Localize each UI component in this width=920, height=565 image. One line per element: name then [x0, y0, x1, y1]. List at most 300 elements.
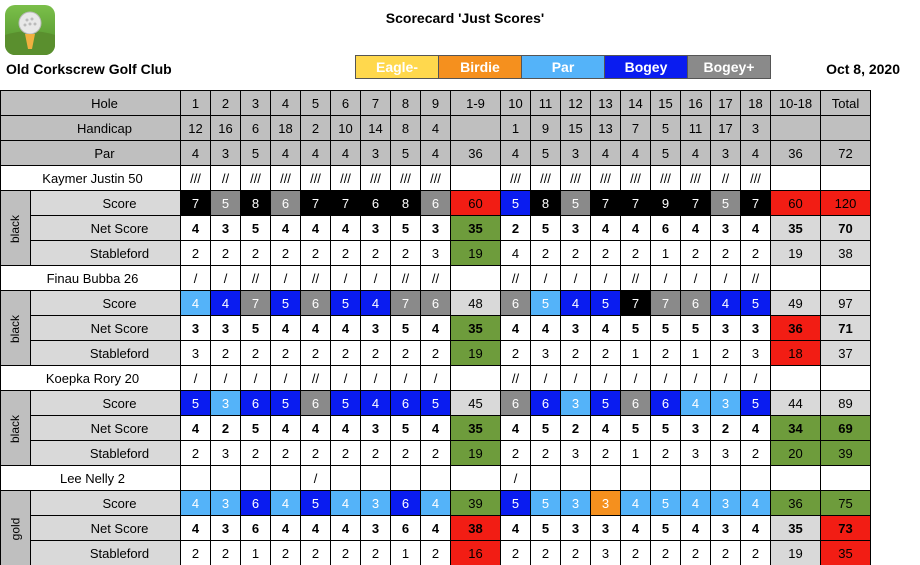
stab-cell: 3 — [681, 441, 711, 466]
net-cell: 3 — [361, 516, 391, 541]
stab-cell: 2 — [741, 441, 771, 466]
stab-cell: 3 — [211, 441, 241, 466]
net-cell: 4 — [591, 316, 621, 341]
stab-cell: 3 — [181, 341, 211, 366]
hole-cell: 1 — [181, 91, 211, 116]
stab-cell: 2 — [681, 541, 711, 565]
net-cell: 3 — [591, 516, 621, 541]
net-cell: 5 — [391, 316, 421, 341]
handicap-strokes: /// — [651, 166, 681, 191]
par-front-total: 36 — [451, 141, 501, 166]
stab-cell: 2 — [591, 341, 621, 366]
score-cell: 5 — [651, 491, 681, 516]
handicap-strokes — [271, 466, 301, 491]
handicap-strokes — [241, 466, 271, 491]
table-row — [1, 116, 871, 141]
handicap-cell: 18 — [271, 116, 301, 141]
net-cell: 3 — [711, 516, 741, 541]
page-title: Scorecard 'Just Scores' — [385, 10, 545, 26]
handicap-strokes: // — [301, 266, 331, 291]
handicap-strokes: / — [651, 266, 681, 291]
strokes-front-total — [451, 466, 501, 491]
score-cell: 8 — [241, 191, 271, 216]
score-cell: 3 — [711, 491, 741, 516]
net-cell: 3 — [681, 416, 711, 441]
hole-cell: 2 — [211, 91, 241, 116]
net-cell: 4 — [271, 516, 301, 541]
handicap-strokes: / — [531, 266, 561, 291]
net-cell: 4 — [331, 216, 361, 241]
net-cell: 2 — [211, 416, 241, 441]
handicap-strokes — [331, 466, 361, 491]
net-cell: 5 — [651, 316, 681, 341]
hole-total: Total — [821, 91, 871, 116]
handicap-strokes: /// — [621, 166, 651, 191]
stab-cell: 2 — [711, 341, 741, 366]
score-cell: 6 — [651, 391, 681, 416]
handicap-strokes: / — [621, 366, 651, 391]
row-label-net: Net Score — [31, 416, 181, 441]
tee-label — [1, 191, 31, 266]
handicap-cell: 9 — [531, 116, 561, 141]
row-label-net: Net Score — [31, 316, 181, 341]
tee-label — [1, 291, 31, 366]
net-front-total: 35 — [451, 216, 501, 241]
net-cell: 3 — [711, 316, 741, 341]
score-cell: 5 — [531, 291, 561, 316]
net-cell: 4 — [591, 216, 621, 241]
tee-name: black — [8, 314, 23, 343]
stab-cell: 3 — [741, 341, 771, 366]
par-cell: 5 — [391, 141, 421, 166]
handicap-strokes: / — [561, 366, 591, 391]
net-cell: 2 — [711, 416, 741, 441]
handicap-strokes: /// — [421, 166, 451, 191]
hole-cell: 5 — [301, 91, 331, 116]
handicap-strokes: / — [681, 266, 711, 291]
handicap-strokes — [361, 466, 391, 491]
stab-cell: 2 — [651, 441, 681, 466]
table-row — [1, 366, 871, 391]
stab-cell: 3 — [561, 441, 591, 466]
table-row — [1, 441, 871, 466]
stab-cell: 2 — [181, 541, 211, 565]
stab-cell: 3 — [421, 241, 451, 266]
handicap-strokes: / — [531, 366, 561, 391]
net-cell: 6 — [391, 516, 421, 541]
handicap-cell: 2 — [301, 116, 331, 141]
stab-cell: 2 — [531, 541, 561, 565]
score-cell: 4 — [361, 291, 391, 316]
par-cell: 4 — [591, 141, 621, 166]
handicap-strokes — [211, 466, 241, 491]
net-cell: 5 — [241, 316, 271, 341]
table-row — [1, 91, 871, 116]
net-cell: 3 — [361, 216, 391, 241]
stab-cell: 2 — [361, 441, 391, 466]
net-cell: 3 — [561, 516, 591, 541]
score-cell: 6 — [271, 191, 301, 216]
net-cell: 5 — [241, 416, 271, 441]
stab-cell: 2 — [331, 441, 361, 466]
score-cell: 5 — [181, 391, 211, 416]
net-total: 70 — [821, 216, 871, 241]
score-cell: 6 — [361, 191, 391, 216]
net-total: 69 — [821, 416, 871, 441]
handicap-strokes: / — [711, 366, 741, 391]
row-label-score: Score — [31, 491, 181, 516]
net-cell: 5 — [241, 216, 271, 241]
handicap-front-total — [451, 116, 501, 141]
score-cell: 7 — [591, 191, 621, 216]
stab-cell: 2 — [361, 541, 391, 565]
par-cell: 4 — [741, 141, 771, 166]
score-cell: 3 — [211, 391, 241, 416]
strokes-front-total — [451, 166, 501, 191]
strokes-back-total — [771, 166, 821, 191]
stab-cell: 2 — [591, 441, 621, 466]
handicap-strokes: /// — [391, 166, 421, 191]
handicap-strokes: / — [271, 266, 301, 291]
score-cell: 8 — [391, 191, 421, 216]
stab-cell: 2 — [531, 441, 561, 466]
stab-cell: 2 — [271, 341, 301, 366]
handicap-strokes: // — [741, 266, 771, 291]
row-label-stableford: Stableford — [31, 241, 181, 266]
legend-eagle: Eagle- — [355, 55, 439, 79]
score-cell: 5 — [271, 391, 301, 416]
net-cell: 4 — [681, 216, 711, 241]
strokes-back-total — [771, 266, 821, 291]
table-row — [1, 316, 871, 341]
score-cell: 5 — [531, 491, 561, 516]
row-label-net: Net Score — [31, 516, 181, 541]
table-row — [1, 466, 871, 491]
stab-cell: 2 — [421, 441, 451, 466]
net-back-total: 35 — [771, 216, 821, 241]
score-cell: 7 — [391, 291, 421, 316]
net-cell: 3 — [561, 216, 591, 241]
stab-cell: 2 — [391, 441, 421, 466]
stab-cell: 2 — [271, 541, 301, 565]
net-cell: 4 — [301, 316, 331, 341]
par-cell: 3 — [211, 141, 241, 166]
net-cell: 4 — [331, 516, 361, 541]
stab-cell: 2 — [561, 341, 591, 366]
strokes-front-total — [451, 366, 501, 391]
stab-cell: 2 — [331, 241, 361, 266]
strokes-total — [821, 366, 871, 391]
par-total: 72 — [821, 141, 871, 166]
score-cell: 3 — [711, 391, 741, 416]
score-cell: 4 — [331, 491, 361, 516]
stab-cell: 2 — [211, 241, 241, 266]
score-cell: 4 — [741, 491, 771, 516]
player-name: Kaymer Justin 50 — [1, 166, 181, 191]
score-cell: 7 — [621, 191, 651, 216]
row-label-score: Score — [31, 391, 181, 416]
net-cell: 3 — [211, 516, 241, 541]
stab-front-total: 16 — [451, 541, 501, 565]
net-cell: 4 — [301, 216, 331, 241]
handicap-strokes: /// — [681, 166, 711, 191]
stab-cell: 2 — [211, 541, 241, 565]
score-cell: 5 — [501, 491, 531, 516]
net-cell: 4 — [181, 216, 211, 241]
stab-cell: 3 — [591, 541, 621, 565]
net-total: 71 — [821, 316, 871, 341]
stab-cell: 2 — [711, 541, 741, 565]
handicap-strokes: / — [331, 366, 361, 391]
handicap-strokes: / — [711, 266, 741, 291]
handicap-strokes: // — [421, 266, 451, 291]
handicap-strokes: // — [241, 266, 271, 291]
hole-cell: 17 — [711, 91, 741, 116]
tee-name: black — [8, 414, 23, 443]
handicap-back-total — [771, 116, 821, 141]
stab-cell: 1 — [391, 541, 421, 565]
table-row — [1, 191, 871, 216]
table-row — [1, 516, 871, 541]
stab-cell: 2 — [621, 541, 651, 565]
tee-name: black — [8, 214, 23, 243]
score-front-total: 39 — [451, 491, 501, 516]
hole-cell: 6 — [331, 91, 361, 116]
handicap-strokes: // — [711, 166, 741, 191]
stab-cell: 2 — [391, 341, 421, 366]
score-cell: 7 — [331, 191, 361, 216]
par-cell: 4 — [421, 141, 451, 166]
handicap-strokes — [621, 466, 651, 491]
par-cell: 4 — [301, 141, 331, 166]
handicap-strokes: // — [501, 366, 531, 391]
net-cell: 4 — [501, 316, 531, 341]
stab-cell: 2 — [711, 241, 741, 266]
stab-front-total: 19 — [451, 341, 501, 366]
stab-cell: 2 — [211, 341, 241, 366]
handicap-strokes: /// — [301, 166, 331, 191]
stab-cell: 3 — [711, 441, 741, 466]
net-cell: 4 — [421, 416, 451, 441]
handicap-cell: 6 — [241, 116, 271, 141]
hole-cell: 10 — [501, 91, 531, 116]
stab-cell: 2 — [741, 541, 771, 565]
score-legend — [355, 55, 770, 79]
handicap-strokes: /// — [531, 166, 561, 191]
row-label-score: Score — [31, 291, 181, 316]
hole-cell: 15 — [651, 91, 681, 116]
par-cell: 3 — [711, 141, 741, 166]
tee-label — [1, 391, 31, 466]
net-cell: 3 — [561, 316, 591, 341]
stab-cell: 2 — [331, 541, 361, 565]
stab-cell: 2 — [561, 541, 591, 565]
table-row — [1, 541, 871, 565]
strokes-total — [821, 466, 871, 491]
score-cell: 6 — [421, 191, 451, 216]
net-cell: 4 — [301, 516, 331, 541]
table-row — [1, 216, 871, 241]
handicap-strokes: / — [561, 266, 591, 291]
handicap-strokes: / — [591, 366, 621, 391]
score-cell: 4 — [681, 491, 711, 516]
net-cell: 6 — [241, 516, 271, 541]
score-cell: 5 — [271, 291, 301, 316]
net-cell: 4 — [621, 216, 651, 241]
net-back-total: 36 — [771, 316, 821, 341]
par-cell: 5 — [651, 141, 681, 166]
par-cell: 4 — [621, 141, 651, 166]
net-cell: 4 — [331, 316, 361, 341]
handicap-cell: 11 — [681, 116, 711, 141]
legend-birdie: Birdie — [438, 55, 522, 79]
par-back-total: 36 — [771, 141, 821, 166]
net-cell: 3 — [211, 316, 241, 341]
scorecard-table — [0, 90, 871, 565]
handicap-cell: 3 — [741, 116, 771, 141]
stab-cell: 2 — [361, 341, 391, 366]
stab-cell: 2 — [241, 241, 271, 266]
net-cell: 4 — [181, 416, 211, 441]
score-cell: 4 — [561, 291, 591, 316]
stab-cell: 1 — [651, 241, 681, 266]
handicap-strokes: // — [621, 266, 651, 291]
net-cell: 5 — [651, 516, 681, 541]
score-cell: 5 — [421, 391, 451, 416]
handicap-strokes: / — [181, 366, 211, 391]
score-cell: 4 — [421, 491, 451, 516]
score-cell: 6 — [421, 291, 451, 316]
score-cell: 6 — [501, 391, 531, 416]
stab-cell: 2 — [561, 241, 591, 266]
hole-front-total: 1-9 — [451, 91, 501, 116]
score-cell: 7 — [681, 191, 711, 216]
stab-cell: 1 — [621, 441, 651, 466]
hole-cell: 11 — [531, 91, 561, 116]
stab-back-total: 20 — [771, 441, 821, 466]
score-cell: 4 — [681, 391, 711, 416]
table-row — [1, 416, 871, 441]
score-cell: 4 — [181, 491, 211, 516]
par-cell: 4 — [331, 141, 361, 166]
strokes-back-total — [771, 466, 821, 491]
par-cell: 4 — [501, 141, 531, 166]
handicap-strokes: /// — [591, 166, 621, 191]
strokes-back-total — [771, 366, 821, 391]
hole-cell: 4 — [271, 91, 301, 116]
stab-cell: 2 — [501, 541, 531, 565]
score-cell: 5 — [501, 191, 531, 216]
net-cell: 4 — [741, 216, 771, 241]
handicap-cell: 14 — [361, 116, 391, 141]
net-cell: 5 — [621, 316, 651, 341]
handicap-strokes: /// — [241, 166, 271, 191]
handicap-cell: 5 — [651, 116, 681, 141]
score-back-total: 36 — [771, 491, 821, 516]
handicap-cell: 1 — [501, 116, 531, 141]
score-cell: 5 — [331, 291, 361, 316]
net-cell: 4 — [501, 416, 531, 441]
score-cell: 4 — [211, 291, 241, 316]
legend-bogey-plus: Bogey+ — [687, 55, 771, 79]
score-cell: 5 — [741, 391, 771, 416]
handicap-strokes: /// — [561, 166, 591, 191]
table-row — [1, 341, 871, 366]
hole-label: Hole — [1, 91, 181, 116]
score-cell: 6 — [621, 391, 651, 416]
score-front-total: 60 — [451, 191, 501, 216]
score-front-total: 45 — [451, 391, 501, 416]
table-row — [1, 491, 871, 516]
hole-cell: 16 — [681, 91, 711, 116]
hole-cell: 9 — [421, 91, 451, 116]
handicap-strokes: // — [301, 366, 331, 391]
handicap-strokes: // — [501, 266, 531, 291]
stab-cell: 2 — [591, 241, 621, 266]
handicap-strokes — [421, 466, 451, 491]
handicap-strokes: / — [361, 366, 391, 391]
handicap-strokes: / — [651, 366, 681, 391]
stab-cell: 2 — [681, 241, 711, 266]
net-front-total: 35 — [451, 316, 501, 341]
handicap-strokes — [651, 466, 681, 491]
score-cell: 3 — [561, 491, 591, 516]
score-back-total: 60 — [771, 191, 821, 216]
net-cell: 5 — [391, 216, 421, 241]
score-cell: 4 — [621, 491, 651, 516]
handicap-strokes — [681, 466, 711, 491]
score-cell: 6 — [241, 391, 271, 416]
tee-label — [1, 491, 31, 565]
stab-cell: 1 — [621, 341, 651, 366]
score-cell: 7 — [621, 291, 651, 316]
handicap-strokes: /// — [331, 166, 361, 191]
stab-cell: 2 — [241, 341, 271, 366]
net-cell: 5 — [531, 216, 561, 241]
net-cell: 6 — [651, 216, 681, 241]
net-cell: 3 — [181, 316, 211, 341]
handicap-cell: 4 — [421, 116, 451, 141]
handicap-strokes — [531, 466, 561, 491]
score-cell: 7 — [181, 191, 211, 216]
net-cell: 4 — [421, 316, 451, 341]
handicap-cell: 13 — [591, 116, 621, 141]
score-cell: 6 — [391, 491, 421, 516]
score-cell: 6 — [301, 291, 331, 316]
legend-bogey: Bogey — [604, 55, 688, 79]
stab-cell: 2 — [651, 541, 681, 565]
hole-cell: 3 — [241, 91, 271, 116]
stab-cell: 2 — [301, 341, 331, 366]
net-cell: 3 — [211, 216, 241, 241]
net-back-total: 35 — [771, 516, 821, 541]
net-cell: 4 — [271, 316, 301, 341]
handicap-strokes: // — [391, 266, 421, 291]
stab-cell: 2 — [531, 241, 561, 266]
par-cell: 3 — [361, 141, 391, 166]
handicap-strokes: / — [421, 366, 451, 391]
score-cell: 5 — [331, 391, 361, 416]
net-cell: 4 — [271, 416, 301, 441]
handicap-strokes: /// — [741, 166, 771, 191]
net-cell: 4 — [591, 416, 621, 441]
table-row — [1, 166, 871, 191]
stab-cell: 2 — [331, 341, 361, 366]
handicap-cell: 8 — [391, 116, 421, 141]
hole-cell: 8 — [391, 91, 421, 116]
score-cell: 3 — [211, 491, 241, 516]
stab-total: 38 — [821, 241, 871, 266]
